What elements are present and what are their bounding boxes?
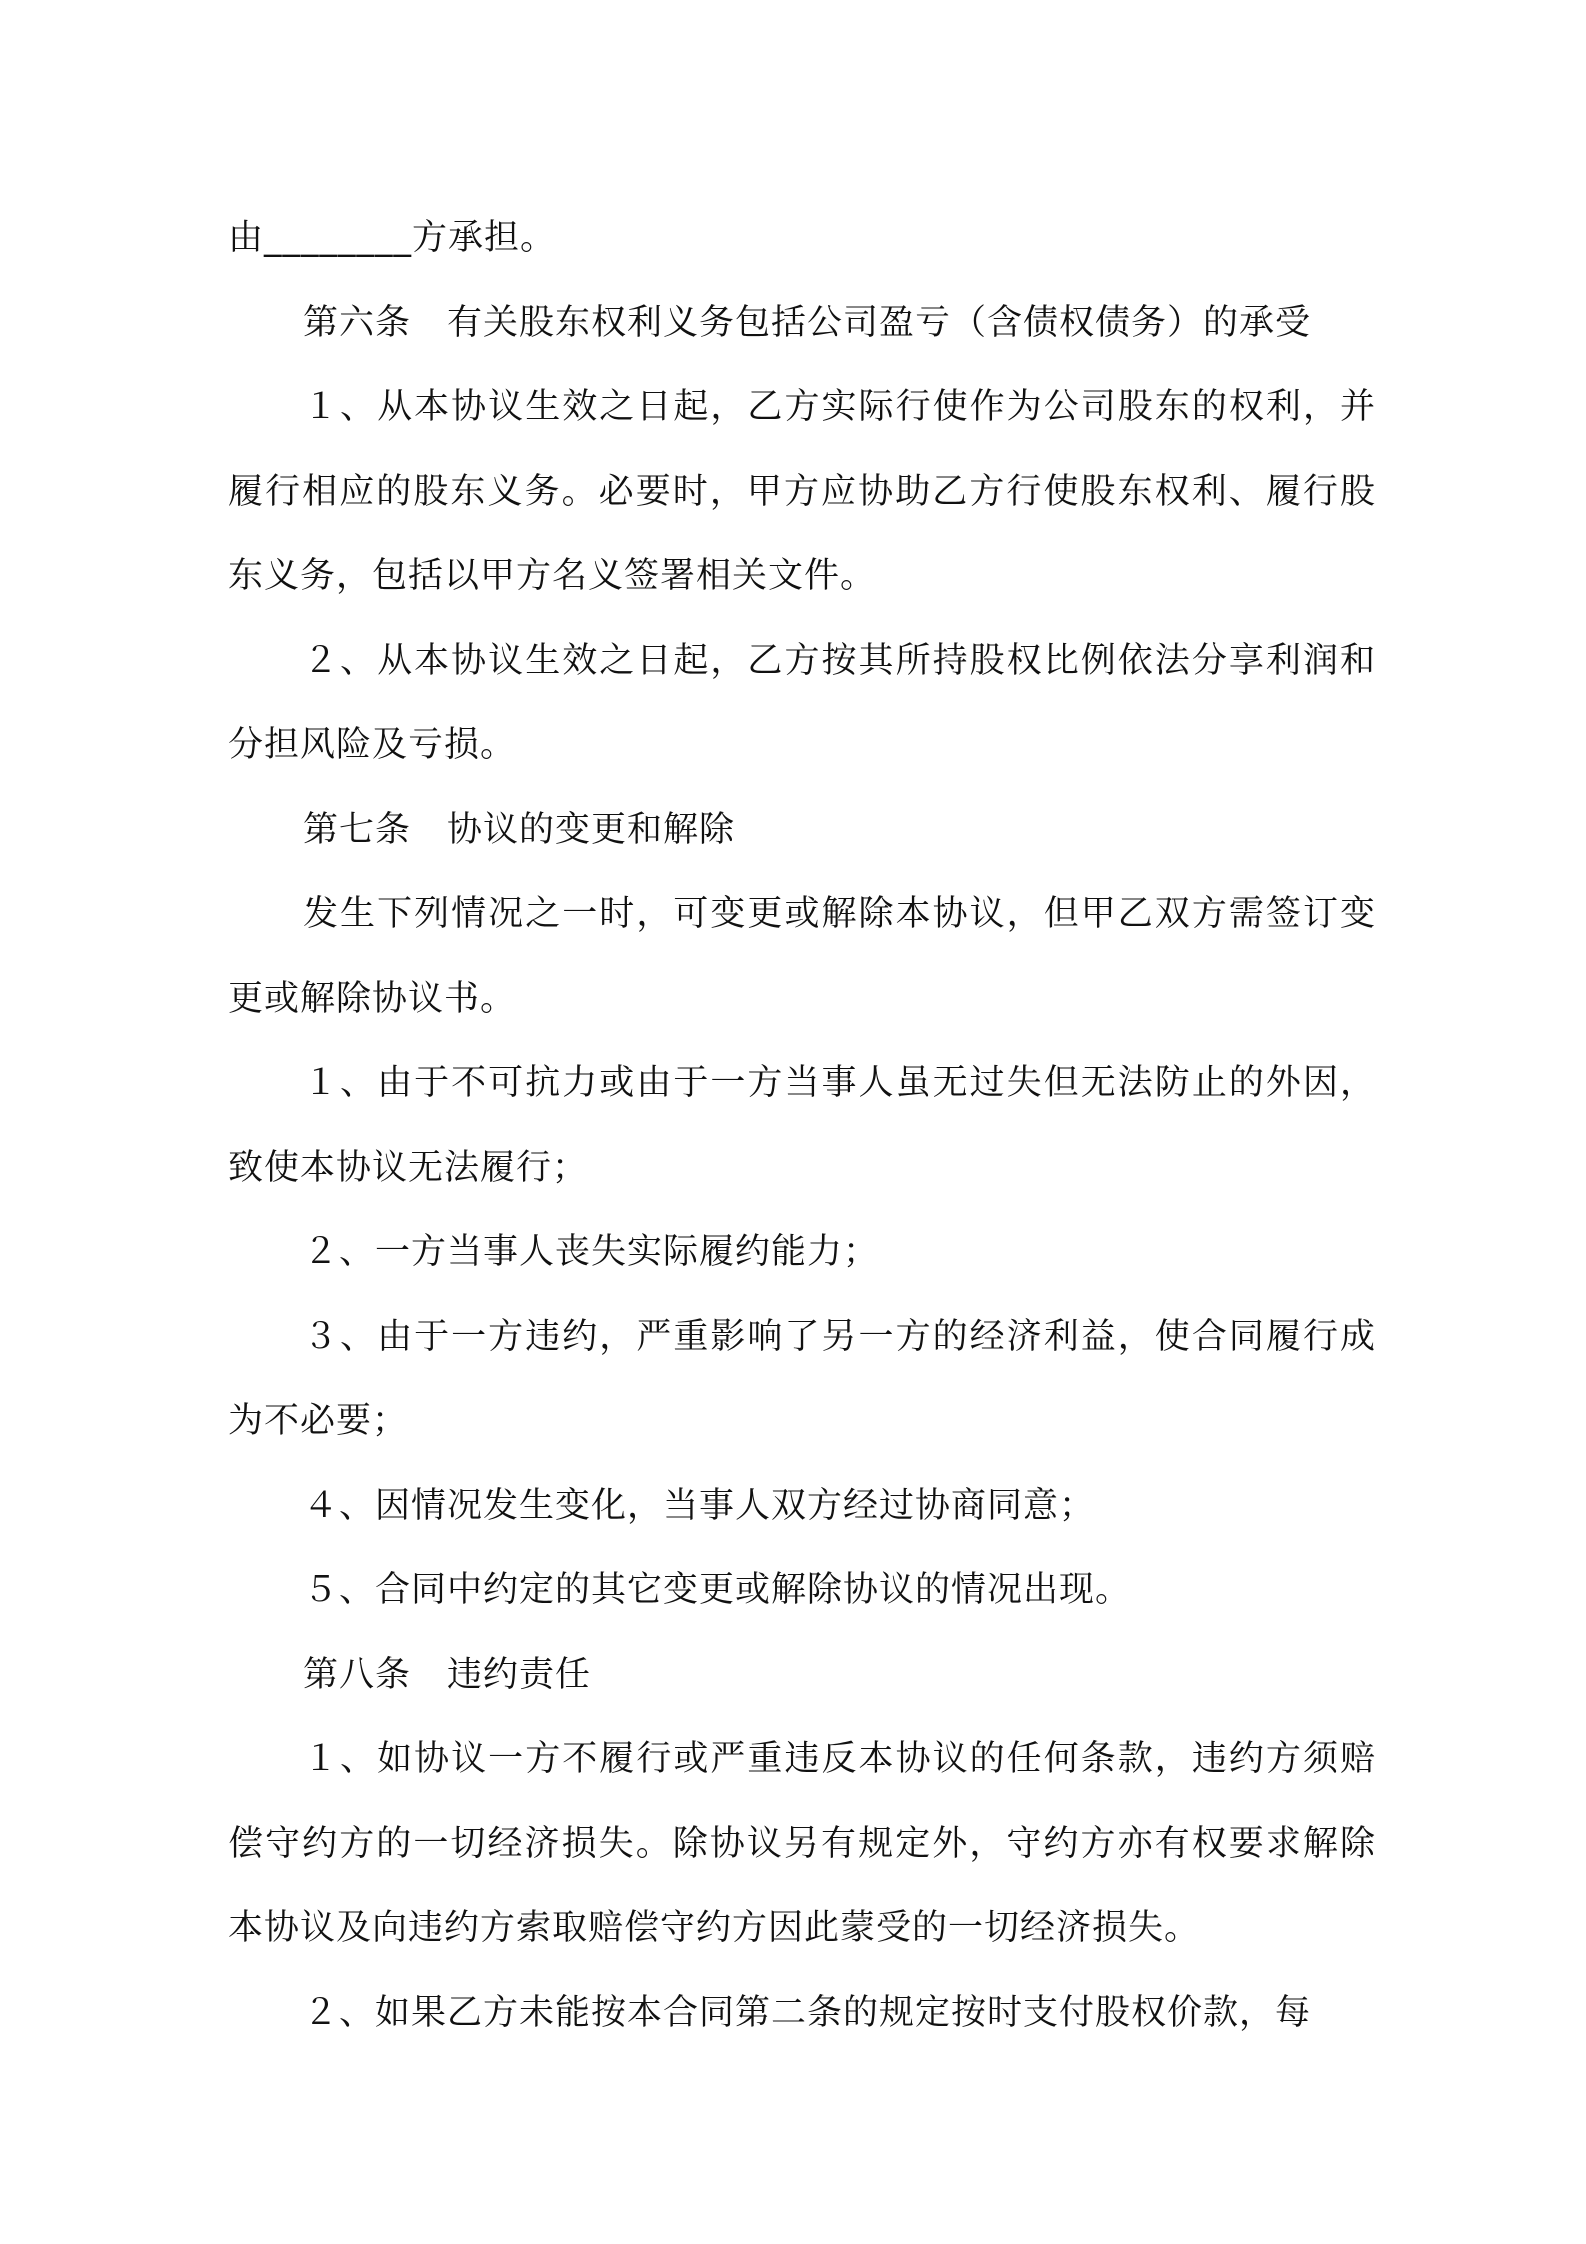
article-7-intro: 发生下列情况之一时，可变更或解除本协议，但甲乙双方需签订变更或解除协议书。 <box>228 894 1376 1019</box>
article-7-clause-2: ２、一方当事人丧失实际履约能力； <box>303 1232 880 1272</box>
document-body <box>228 196 1376 2055</box>
article-7-clause-5: ５、合同中约定的其它变更或解除协议的情况出现。 <box>303 1570 1132 1610</box>
article-7-clause-4: ４、因情况发生变化，当事人双方经过协商同意； <box>303 1485 1096 1526</box>
article-8-clause-1: １、如协议一方不履行或严重违反本协议的任何条款，违约方须赔偿守约方的一切经济损失。除协议另有规定外，守约方亦有权要求解除本协议及向违约方索取赔偿守约方因此蒙受的一切经济损失。 <box>228 1739 1376 1948</box>
article-7-clause-3: ３、由于一方违约，严重影响了另一方的经济利益，使合同履行成为不必要； <box>228 1316 1376 1441</box>
article-6-clause-2: ２、从本协议生效之日起，乙方按其所持股权比例依法分享利润和分担风险及亏损。 <box>228 640 1376 765</box>
article-8-clause-2: ２、如果乙方未能按本合同第二条的规定按时支付股权价款，每 <box>303 1992 1312 2033</box>
article-8-heading: 第八条 违约责任 <box>303 1654 592 1695</box>
article-7-clause-1: １、由于不可抗力或由于一方当事人虽无过失但无法防止的外因，致使本协议无法履行； <box>228 1063 1376 1188</box>
article-6-heading: 第六条 有关股东权利义务包括公司盈亏（含债权债务）的承受 <box>303 302 1312 343</box>
article-6-clause-1: １、从本协议生效之日起，乙方实际行使作为公司股东的权利，并履行相应的股东义务。必要时，甲方应协助乙方行使股东权利、履行股东义务，包括以甲方名义签署相关文件。 <box>228 387 1376 596</box>
article-7-heading: 第七条 协议的变更和解除 <box>303 809 736 850</box>
paragraph-continuation: 由________方承担。 <box>228 218 557 258</box>
